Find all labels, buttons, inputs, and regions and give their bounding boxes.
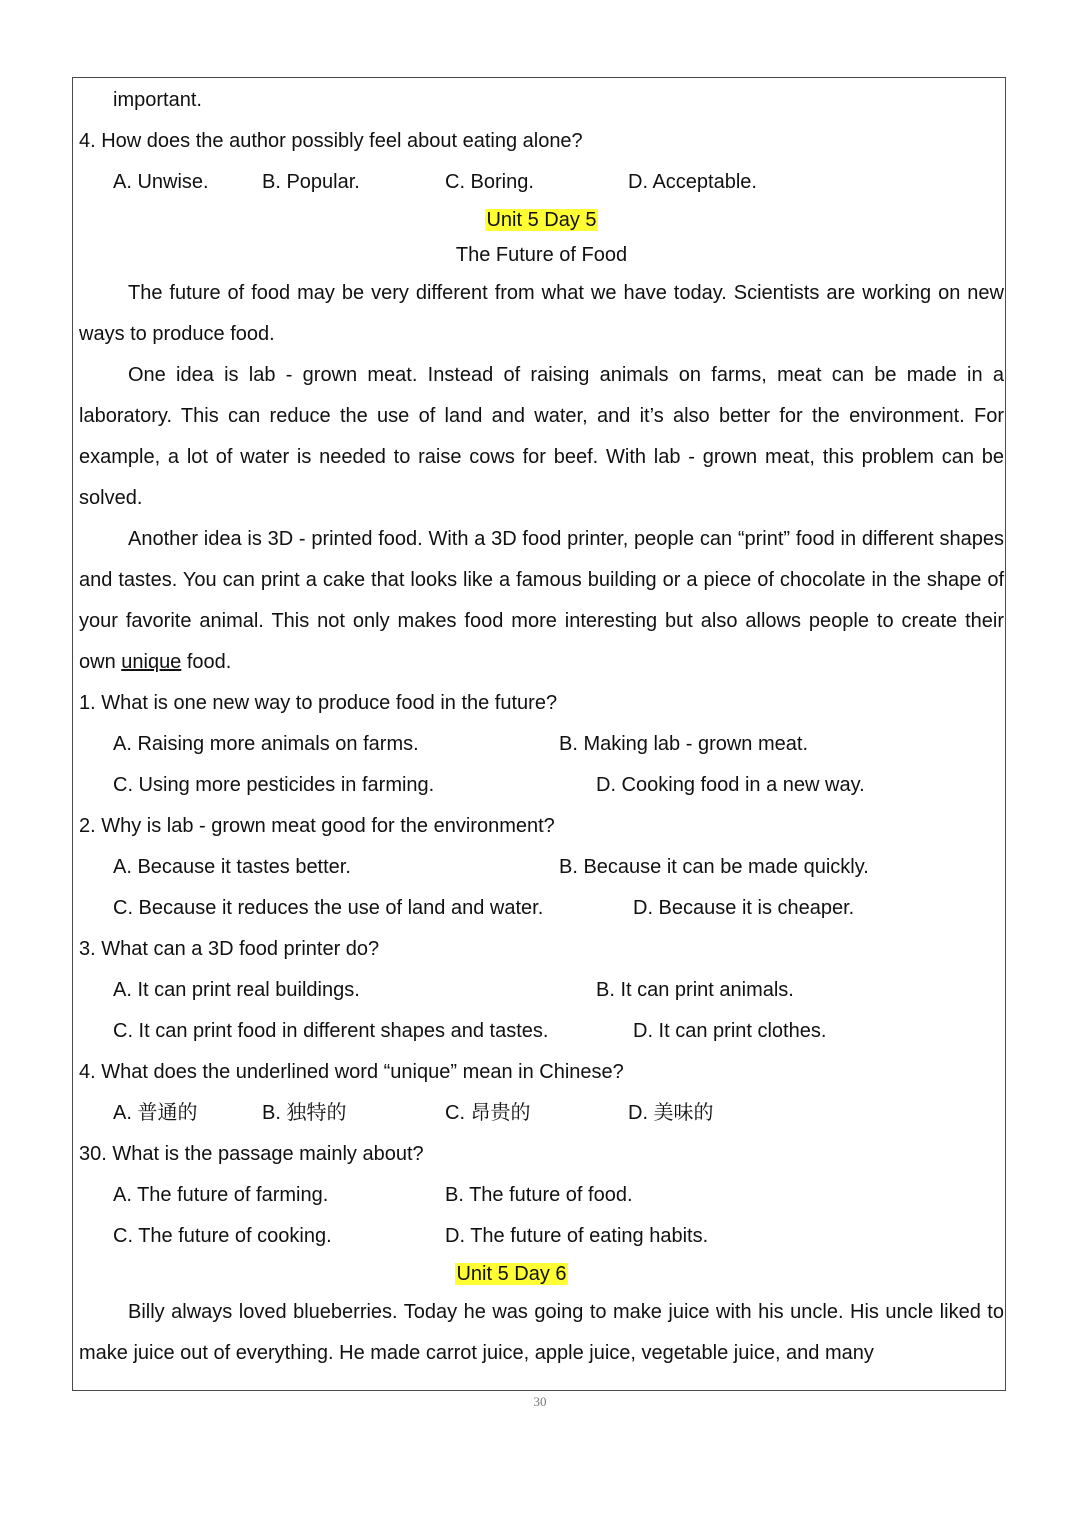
prev-q4-option-d: D. Acceptable. bbox=[628, 171, 757, 193]
day5-paragraph-2: One idea is lab - grown meat. Instead of raising animals on farms, meat can be made in a laboratory. This can reduce the use of land and water, and it’s also better for the environment. For example, a lot of water is needed to raise cows for beef. With lab - grown meat, this problem can be solved. bbox=[79, 364, 1004, 509]
day5-q30-option-c: C. The future of cooking. bbox=[113, 1225, 332, 1247]
day5-question-1-options-row2 bbox=[79, 765, 1004, 806]
day5-question-2-options-row1 bbox=[79, 847, 1004, 888]
day5-q2-option-d: D. Because it is cheaper. bbox=[633, 897, 855, 919]
day6-paragraph-1: Billy always loved blueberries. Today he was going to make juice with his uncle. His uncle liked to make juice out of everything. He made carrot juice, apple juice, vegetable juice, and many bbox=[79, 1301, 1004, 1364]
day5-unit-heading bbox=[79, 203, 1004, 238]
day5-question-4-stem: 4. What does the underlined word “unique” mean in Chinese? bbox=[79, 1061, 624, 1083]
day5-unit-label: Unit 5 Day 5 bbox=[486, 209, 597, 231]
day5-question-30-options-row2 bbox=[79, 1216, 1004, 1257]
day5-paragraph-3-end: food. bbox=[181, 651, 232, 673]
day5-q2-option-c: C. Because it reduces the use of land and water. bbox=[113, 897, 544, 919]
day5-question-1-options-row1 bbox=[79, 724, 1004, 765]
day5-q3-option-b: B. It can print animals. bbox=[596, 979, 794, 1001]
day5-question-30-options-row1 bbox=[79, 1175, 1004, 1216]
prev-question-4-stem: 4. How does the author possibly feel about eating alone? bbox=[79, 130, 583, 152]
day5-question-2-options-row2 bbox=[79, 888, 1004, 929]
document-content bbox=[79, 80, 1004, 1374]
day5-question-3-options-row1 bbox=[79, 970, 1004, 1011]
day5-q1-option-b: B. Making lab - grown meat. bbox=[559, 733, 808, 755]
page-number: 30 bbox=[533, 1394, 547, 1409]
day5-q3-option-c: C. It can print food in different shapes and tastes. bbox=[113, 1020, 549, 1042]
day5-q4-option-a: A. 普通的 bbox=[113, 1102, 198, 1124]
day5-q30-option-d: D. The future of eating habits. bbox=[445, 1225, 709, 1247]
day5-q3-option-a: A. It can print real buildings. bbox=[113, 979, 360, 1001]
day5-q1-option-a: A. Raising more animals on farms. bbox=[113, 733, 419, 755]
day6-unit-label: Unit 5 Day 6 bbox=[456, 1263, 567, 1285]
prev-q4-option-c: C. Boring. bbox=[445, 171, 534, 193]
prev-question-4-options bbox=[79, 162, 1004, 203]
day5-q30-option-b: B. The future of food. bbox=[445, 1184, 633, 1206]
day5-q3-option-d: D. It can print clothes. bbox=[633, 1020, 827, 1042]
day5-title: The Future of Food bbox=[455, 244, 628, 266]
day5-question-3-stem: 3. What can a 3D food printer do? bbox=[79, 938, 380, 960]
day5-question-1-stem: 1. What is one new way to produce food in the future? bbox=[79, 692, 558, 714]
day6-unit-heading bbox=[79, 1257, 1004, 1292]
day5-q4-option-d: D. 美味的 bbox=[628, 1102, 714, 1124]
day5-question-3-options-row2 bbox=[79, 1011, 1004, 1052]
day5-question-30-stem: 30. What is the passage mainly about? bbox=[79, 1143, 424, 1165]
day5-question-2-stem: 2. Why is lab - grown meat good for the environment? bbox=[79, 815, 555, 837]
day5-paragraph-1: The future of food may be very different from what we have today. Scientists are working on new ways to produce food. bbox=[79, 282, 1004, 345]
day5-q2-option-b: B. Because it can be made quickly. bbox=[559, 856, 869, 878]
day5-q4-option-c: C. 昂贵的 bbox=[445, 1102, 531, 1124]
day5-q1-option-d: D. Cooking food in a new way. bbox=[596, 774, 865, 796]
prev-q4-option-a: A. Unwise. bbox=[113, 171, 209, 193]
day5-paragraph-3 bbox=[79, 519, 1004, 683]
day5-paragraph-3-text: Another idea is 3D - printed food. With a 3D food printer, people can “print” food in different shapes and tastes. You can print a cake that looks like a famous building or a piece of chocolate in the shape of your favorite animal. This not only makes food more interesting but also allows people to create their own bbox=[79, 528, 1004, 673]
prev-paragraph-tail: important. bbox=[113, 89, 202, 111]
day5-q1-option-c: C. Using more pesticides in farming. bbox=[113, 774, 435, 796]
prev-q4-option-b: B. Popular. bbox=[262, 171, 360, 193]
day5-q2-option-a: A. Because it tastes better. bbox=[113, 856, 351, 878]
underlined-word-unique: unique bbox=[121, 651, 182, 673]
day5-question-4-options bbox=[79, 1093, 1004, 1134]
day5-q30-option-a: A. The future of farming. bbox=[113, 1184, 329, 1206]
day5-q4-option-b: B. 独特的 bbox=[262, 1102, 347, 1124]
